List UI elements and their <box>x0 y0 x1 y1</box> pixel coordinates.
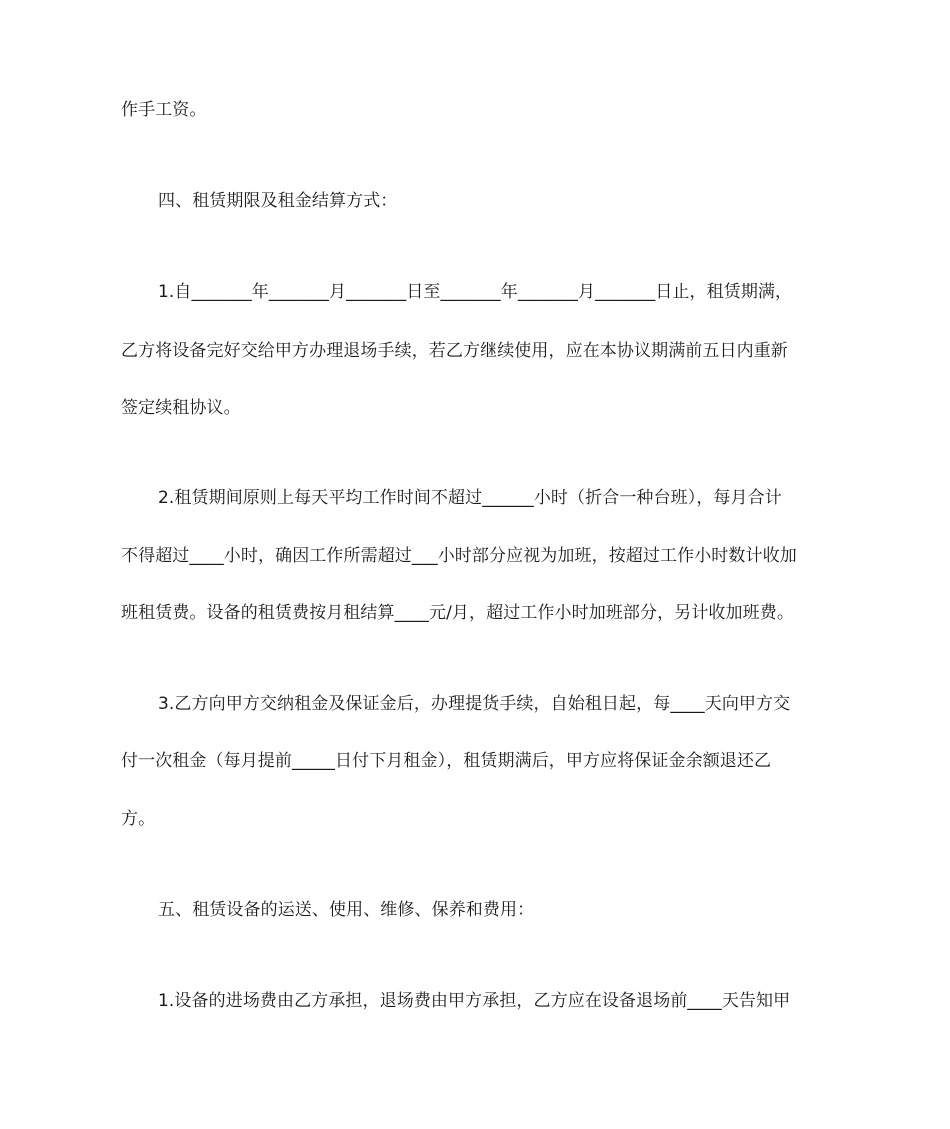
paragraph-line: 班租赁费。设备的租赁费按月租结算____元/月，超过工作小时加班部分，另计收加班费。 <box>121 603 794 623</box>
paragraph-line: 方。 <box>121 809 156 829</box>
paragraph-line: 作手工资。 <box>121 100 207 120</box>
paragraph-line: 付一次租金（每月提前_____日付下月租金），租赁期满后，甲方应将保证金余额退还乙 <box>121 751 772 771</box>
section-heading: 五、租赁设备的运送、使用、维修、保养和费用： <box>158 900 535 920</box>
paragraph-line: 2.租赁期间原则上每天平均工作时间不超过______小时（折合一种台班），每月合计 <box>158 488 782 508</box>
paragraph-line: 不得超过____小时，确因工作所需超过___小时部分应视为加班，按超过工作小时数计收加 <box>121 546 797 566</box>
paragraph-line: 3.乙方向甲方交纳租金及保证金后，办理提货手续，自始租日起，每____天向甲方交 <box>158 694 791 714</box>
paragraph-line: 签定续租协议。 <box>121 398 241 418</box>
section-heading: 四、租赁期限及租金结算方式： <box>158 191 398 211</box>
paragraph-line: 乙方将设备完好交给甲方办理退场手续，若乙方继续使用，应在本协议期满前五日内重新 <box>121 341 788 361</box>
paragraph-line: 1.设备的进场费由乙方承担，退场费由甲方承担，乙方应在设备退场前____天告知甲 <box>158 991 791 1011</box>
paragraph-line: 1.自_______年_______月_______日至_______年_______月_______日止，租赁期满， <box>158 282 793 302</box>
